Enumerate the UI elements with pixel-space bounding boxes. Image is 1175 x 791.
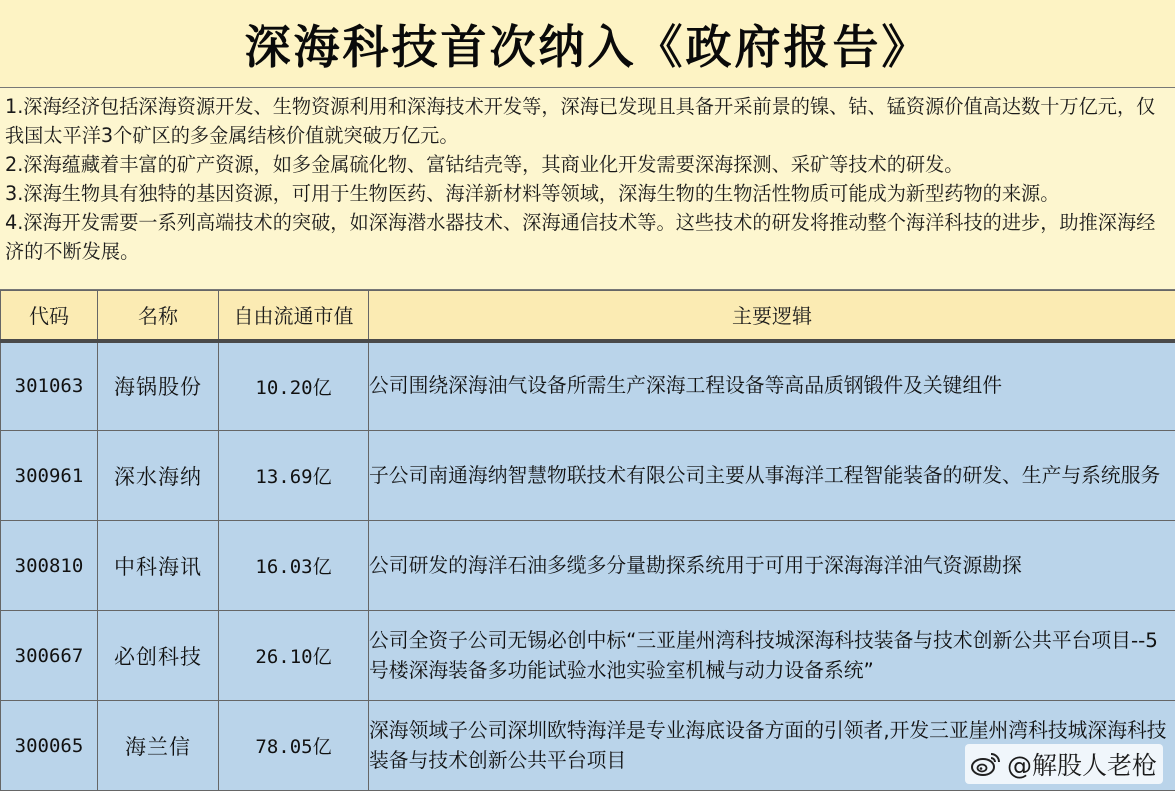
stock-table [0, 290, 1175, 791]
key-points [0, 88, 1175, 290]
table-header-row [1, 291, 1175, 341]
cell-market-cap: 13.69亿 [219, 431, 369, 521]
cell-logic: 公司全资子公司无锡必创中标“三亚崖州湾科技城深海科技装备与技术创新公共平台项目--5号楼深海装备多功能试验水池实验室机械与动力设备系统” [369, 611, 1175, 701]
table-row [1, 521, 1175, 611]
weibo-icon [971, 751, 1001, 777]
cell-market-cap: 10.20亿 [219, 341, 369, 431]
cell-name: 海兰信 [98, 701, 219, 791]
key-point: 3.深海生物具有独特的基因资源，可用于生物医药、海洋新材料等领域，深海生物的生物活性物质可能成为新型药物的来源。 [5, 179, 1169, 208]
watermark-text: @解股人老枪 [1007, 746, 1157, 782]
cell-name: 海锅股份 [98, 341, 219, 431]
key-point: 2.深海蕴藏着丰富的矿产资源，如多金属硫化物、富钴结壳等，其商业化开发需要深海探测、采矿等技术的研发。 [5, 150, 1169, 179]
cell-code: 300065 [1, 701, 98, 791]
header-code: 代码 [1, 291, 98, 341]
cell-code: 300667 [1, 611, 98, 701]
page-title: 深海科技首次纳入《政府报告》 [245, 11, 931, 77]
cell-name: 深水海纳 [98, 431, 219, 521]
header-market-cap: 自由流通市值 [219, 291, 369, 341]
cell-logic: 深海领域子公司深圳欧特海洋是专业海底设备方面的引领者,开发三亚崖州湾科技城深海科技装备与技术创新公共平台项目 [369, 701, 1175, 791]
watermark [965, 744, 1163, 784]
cell-logic: 公司围绕深海油气设备所需生产深海工程设备等高品质钢锻件及关键组件 [369, 341, 1175, 431]
cell-logic: 子公司南通海纳智慧物联技术有限公司主要从事海洋工程智能装备的研发、生产与系统服务 [369, 431, 1175, 521]
cell-logic: 公司研发的海洋石油多缆多分量勘探系统用于可用于深海海洋油气资源勘探 [369, 521, 1175, 611]
table-row [1, 431, 1175, 521]
header-logic: 主要逻辑 [369, 291, 1175, 341]
cell-name: 必创科技 [98, 611, 219, 701]
table-row [1, 611, 1175, 701]
cell-code: 300810 [1, 521, 98, 611]
title-banner [0, 0, 1175, 88]
key-point: 4.深海开发需要一系列高端技术的突破，如深海潜水器技术、深海通信技术等。这些技术的研发将推动整个海洋科技的进步，助推深海经济的不断发展。 [5, 208, 1169, 266]
header-name: 名称 [98, 291, 219, 341]
cell-market-cap: 16.03亿 [219, 521, 369, 611]
key-point: 1.深海经济包括深海资源开发、生物资源利用和深海技术开发等，深海已发现且具备开采前景的镍、钴、锰资源价值高达数十万亿元，仅我国太平洋3个矿区的多金属结核价值就突破万亿元。 [5, 92, 1169, 150]
cell-name: 中科海讯 [98, 521, 219, 611]
cell-market-cap: 78.05亿 [219, 701, 369, 791]
table-row [1, 341, 1175, 431]
cell-code: 301063 [1, 341, 98, 431]
cell-code: 300961 [1, 431, 98, 521]
cell-market-cap: 26.10亿 [219, 611, 369, 701]
